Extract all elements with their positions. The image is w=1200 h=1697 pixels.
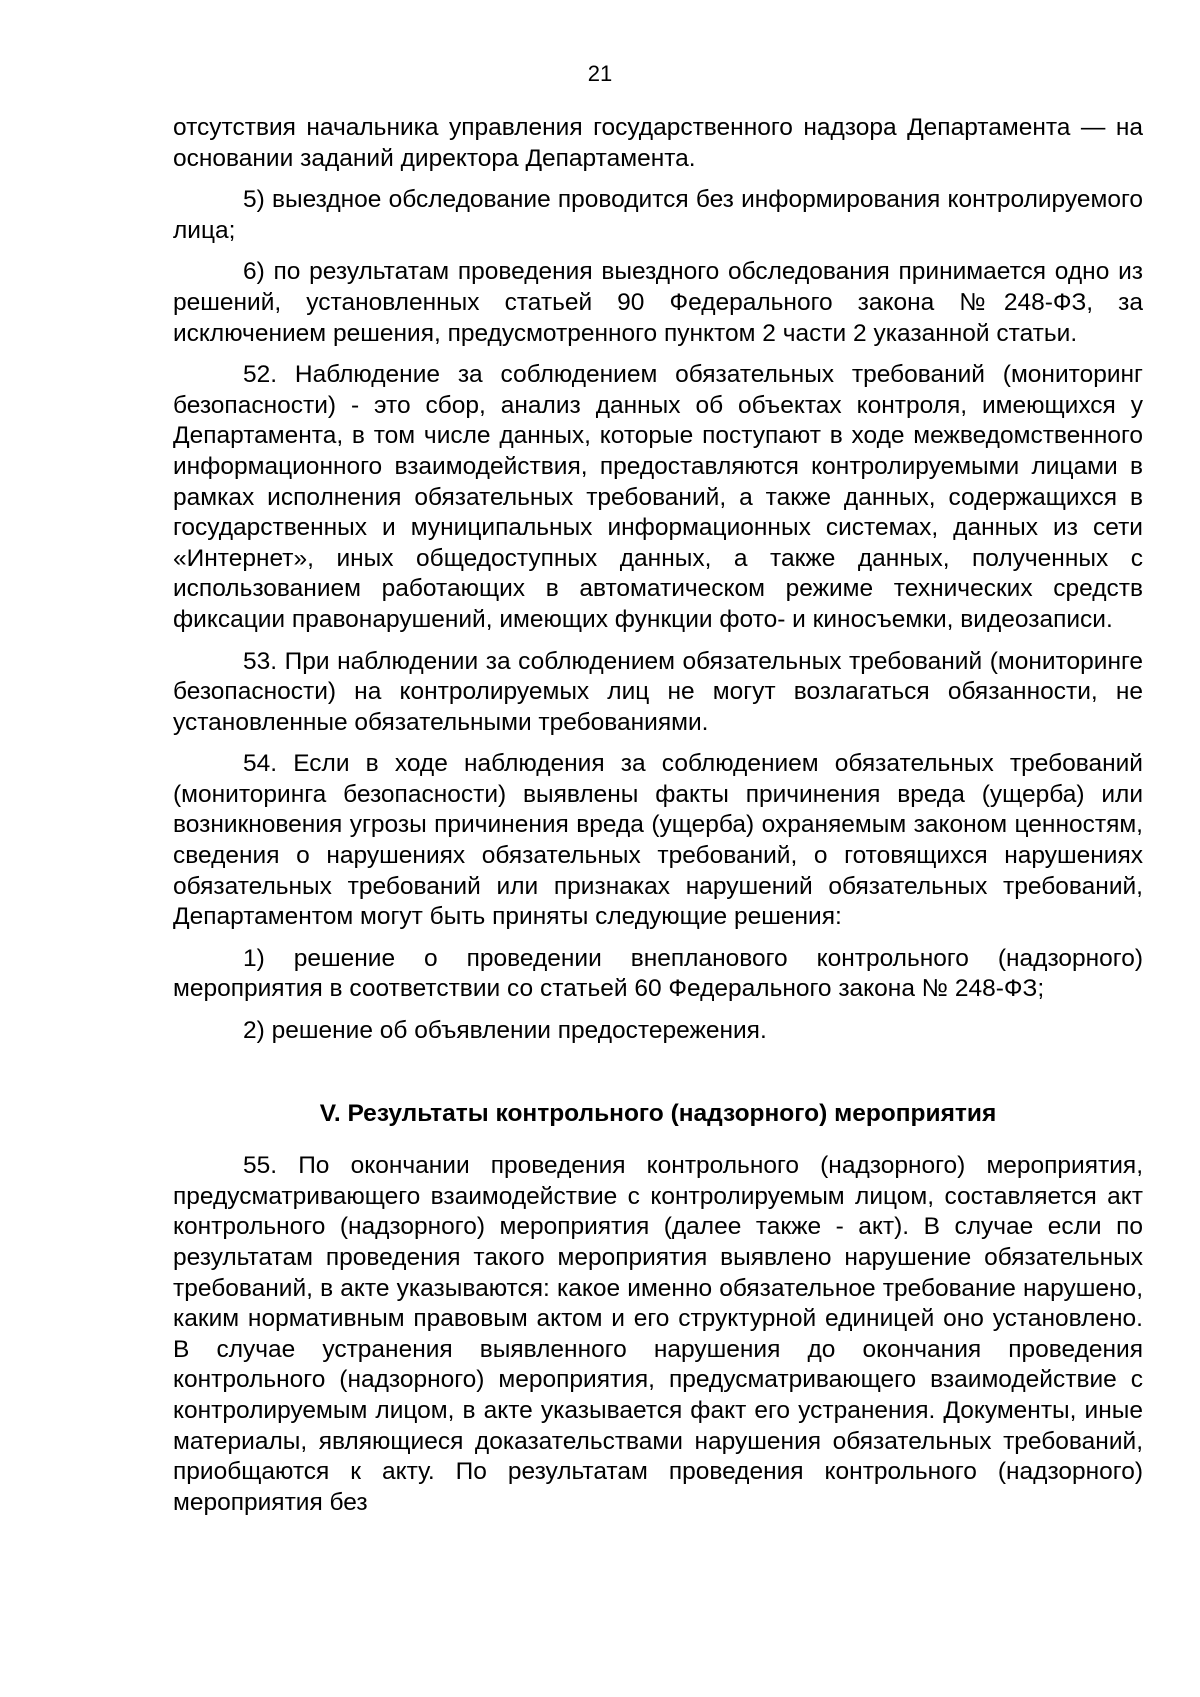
paragraph-continuation: отсутствия начальника управления государственного надзора Департамента — на основании заданий директора Департамента.: [173, 114, 1143, 172]
paragraph-54: 54. Если в ходе наблюдения за соблюдением обязательных требований (мониторинга безопасности) выявлены факты причинения вреда (ущерба) или возникновения угрозы причинения вреда (ущерба) охраняемым законом ценностям, сведения о нарушениях обязательных требований, о готовящихся нарушениях обязательных требований или признаках нарушений обязательных требований, Департаментом могут быть приняты следующие решения:: [173, 750, 1143, 931]
page-number: 21: [587, 61, 613, 86]
paragraph-54-item-2: 2) решение об объявлении предостережения.: [243, 1017, 767, 1045]
paragraph-item-6: 6) по результатам проведения выездного обследования принимается одно из решений, установленных статьей 90 Федерального закона №248-ФЗ, за исключением решения, предусмотренного пунктом 2 части 2 указанной статьи.: [173, 258, 1143, 347]
paragraph-55: 55. По окончании проведения контрольного (надзорного) мероприятия, предусматривающего взаимодействие с контролируемым лицом, составляется акт контрольного (надзорного) мероприятия (далее также - акт). В случае если по результатам проведения такого мероприятия выявлено нарушение обязательных требований, в акте указываются: какое именно обязательное требование нарушено, каким нормативным правовым актом и его структурной единицей оно установлено. В случае устранения выявленного нарушения до окончания проведения контрольного (надзорного) мероприятия, предусматривающего взаимодействие с контролируемым лицом, в акте указывается факт его устранения. Документы, иные материалы, являющиеся доказательствами нарушения обязательных требований, приобщаются к акту. По результатам проведения контрольного (надзорного) мероприятия без: [173, 1152, 1143, 1516]
paragraph-53: 53. При наблюдении за соблюдением обязательных требований (мониторинге безопасности) на контролируемых лиц не могут возлагаться обязанности, не установленные обязательными требованиями.: [173, 647, 1143, 736]
paragraph-54-item-1: 1) решение о проведении внепланового контрольного (надзорного) мероприятия в соответствии со статьей 60 Федерального закона № 248-ФЗ;: [173, 944, 1143, 1003]
paragraph-item-5: 5) выездное обследование проводится без информирования контролируемого лица;: [173, 186, 1143, 244]
section-heading: V. Результаты контрольного (надзорного) мероприятия: [319, 1099, 997, 1127]
paragraph-52: 52. Наблюдение за соблюдением обязательных требований (мониторинг безопасности) - это сбор, анализ данных об объектах контроля, имеющихся у Департамента, в том числе данных, которые поступают в ходе межведомственного информационного взаимодействия, предоставляются контролируемыми лицами в рамках исполнения обязательных требований, а также данных, содержащихся в государственных и муниципальных информационных системах, данных из сети «Интернет», иных общедоступных данных, а также данных, полученных с использованием работающих в автоматическом режиме технических средств фиксации правонарушений, имеющих функции фото- и киносъемки, видеозаписи.: [173, 361, 1143, 633]
document-body: [173, 113, 1143, 1529]
